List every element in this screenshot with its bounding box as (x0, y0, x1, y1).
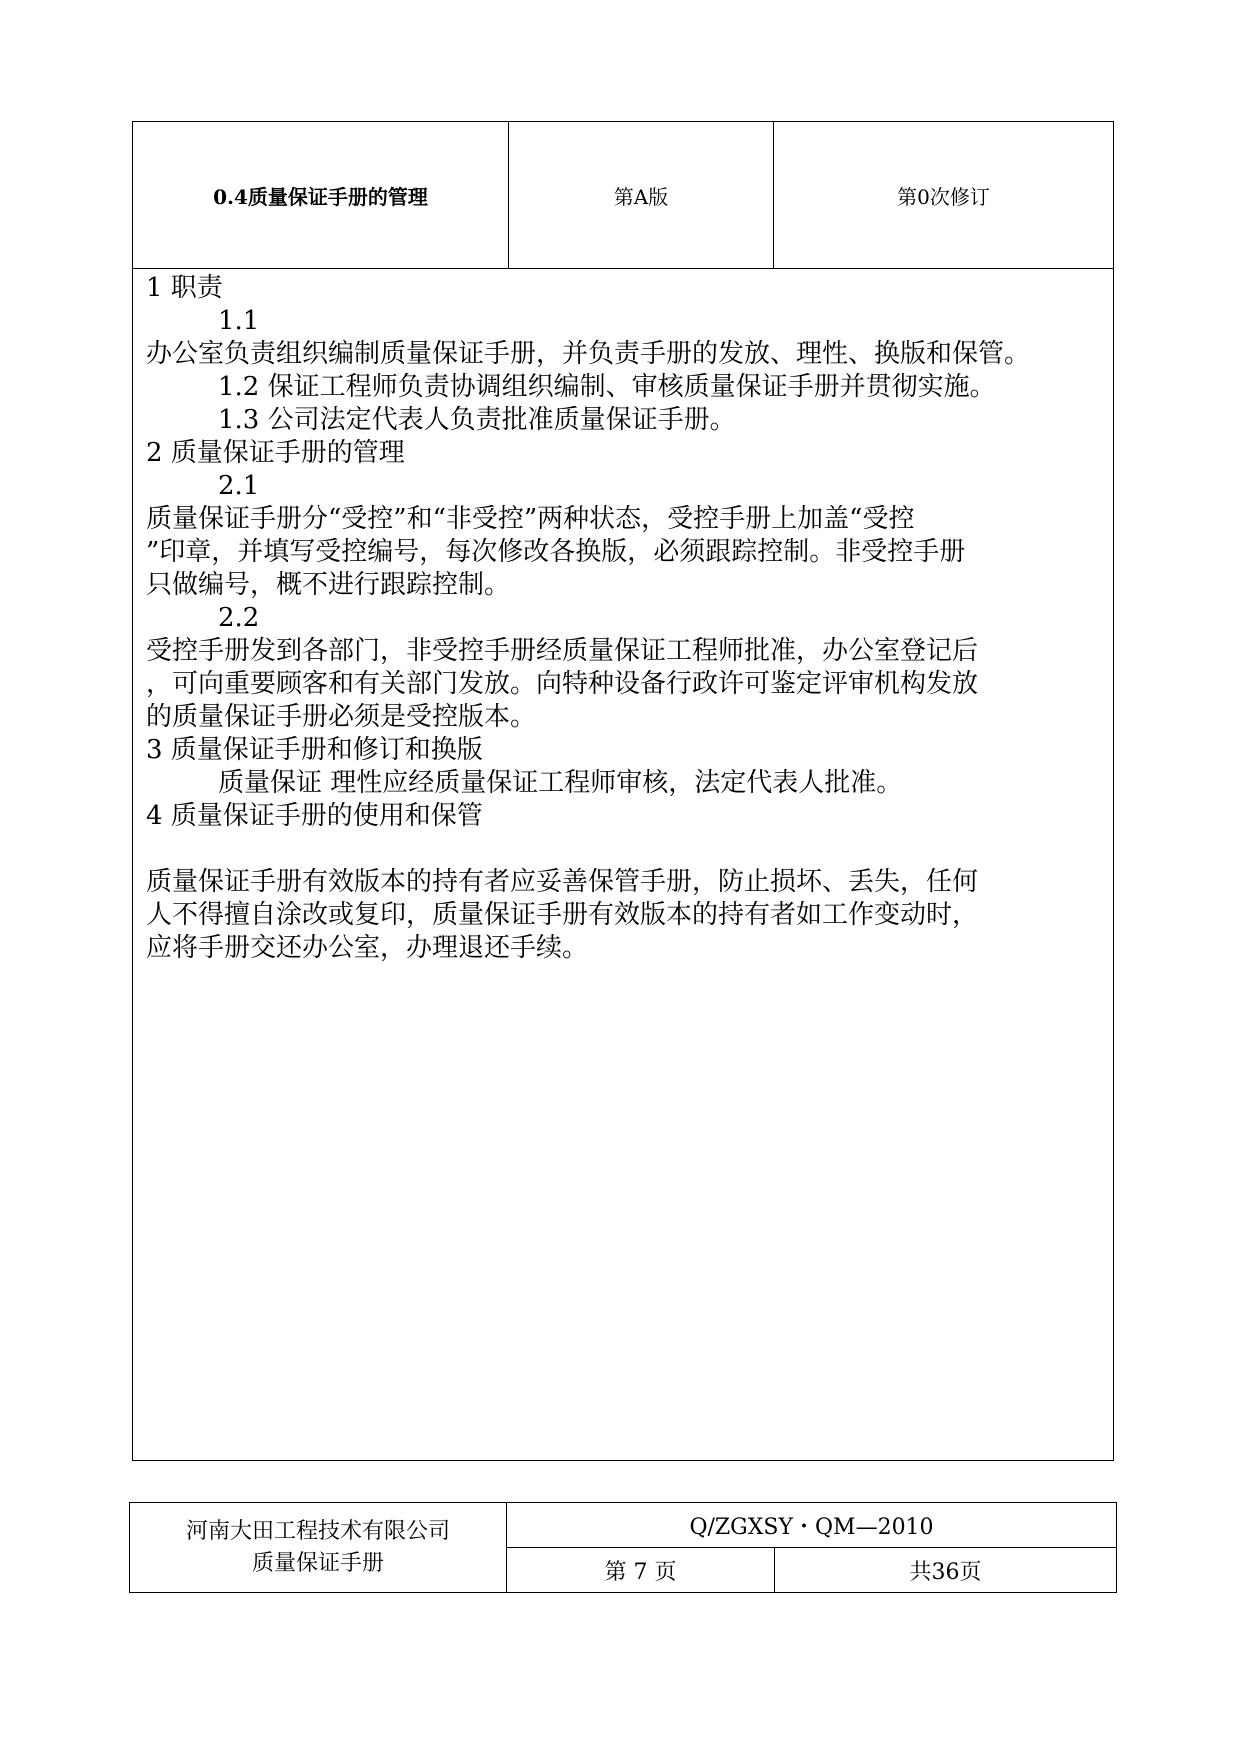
section-title: 0.4质量保证手册的管理 (133, 122, 509, 268)
footer-info-cell (507, 1503, 1116, 1592)
document-code: Q/ZGXSY・QM—2010 (507, 1503, 1116, 1548)
clause-2-1-number: 2.1 (218, 471, 260, 501)
blank-line (146, 833, 1083, 866)
section-3-heading: 3 质量保证手册和修订和换版 (146, 735, 483, 765)
section-2-heading: 2 质量保证手册的管理 (146, 438, 405, 468)
clause-2-2-line-1: 受控手册发到各部门，非受控手册经质量保证工程师批准，办公室登记后 (146, 636, 979, 666)
clause-1-1-text: 办公室负责组织编制质量保证手册，并负责手册的发放、理性、换版和保管。 (146, 339, 1031, 369)
total-pages: 共36页 (909, 1559, 982, 1585)
clause-2-1-line-3: 只做编号，概不进行跟踪控制。 (146, 570, 511, 600)
section-4-line-2: 人不得擅自涂改或复印，质量保证手册有效版本的持有者如工作变动时， (146, 900, 979, 930)
company-name: 河南大田工程技术有限公司 (185, 1518, 450, 1544)
clause-1-2: 1.2 保证工程师负责协调组织编制、审核质量保证手册并贯彻实施。 (218, 372, 996, 402)
clause-2-2-line-2: ，可向重要顾客和有关部门发放。向特种设备行政许可鉴定评审机构发放 (146, 669, 979, 699)
page-number: 第 7 页 (507, 1548, 775, 1592)
clause-2-1-line-1: 质量保证手册分“受控”和“非受控”两种状态，受控手册上加盖“受控 (146, 504, 915, 534)
clause-1-3: 1.3 公司法定代表人负责批准质量保证手册。 (218, 405, 736, 435)
footer-company-cell (130, 1503, 507, 1592)
section-3-text: 质量保证 理性应经质量保证工程师审核，法定代表人批准。 (218, 768, 903, 798)
page-info-row (507, 1548, 1116, 1592)
footer-table (129, 1502, 1117, 1593)
manual-name: 质量保证手册 (251, 1550, 384, 1576)
section-4-heading: 4 质量保证手册的使用和保管 (146, 801, 483, 831)
document-body (132, 268, 1114, 1461)
clause-1-1-number: 1.1 (218, 306, 260, 336)
section-4-line-1: 质量保证手册有效版本的持有者应妥善保管手册，防止损坏、丢失，任何 (146, 867, 979, 897)
header-table (132, 121, 1114, 269)
clause-2-2-number: 2.2 (218, 603, 260, 633)
section-4-line-3: 应将手册交还办公室，办理退还手续。 (146, 933, 589, 963)
revision-label: 第0次修订 (897, 184, 990, 209)
clause-2-2-line-3: 的质量保证手册必须是受控版本。 (146, 702, 537, 732)
edition-label: 第A版 (509, 122, 774, 268)
section-1-heading: 1 职责 (146, 273, 223, 303)
clause-2-1-line-2: ”印章，并填写受控编号，每次修改各换版，必须跟踪控制。非受控手册 (146, 537, 966, 567)
